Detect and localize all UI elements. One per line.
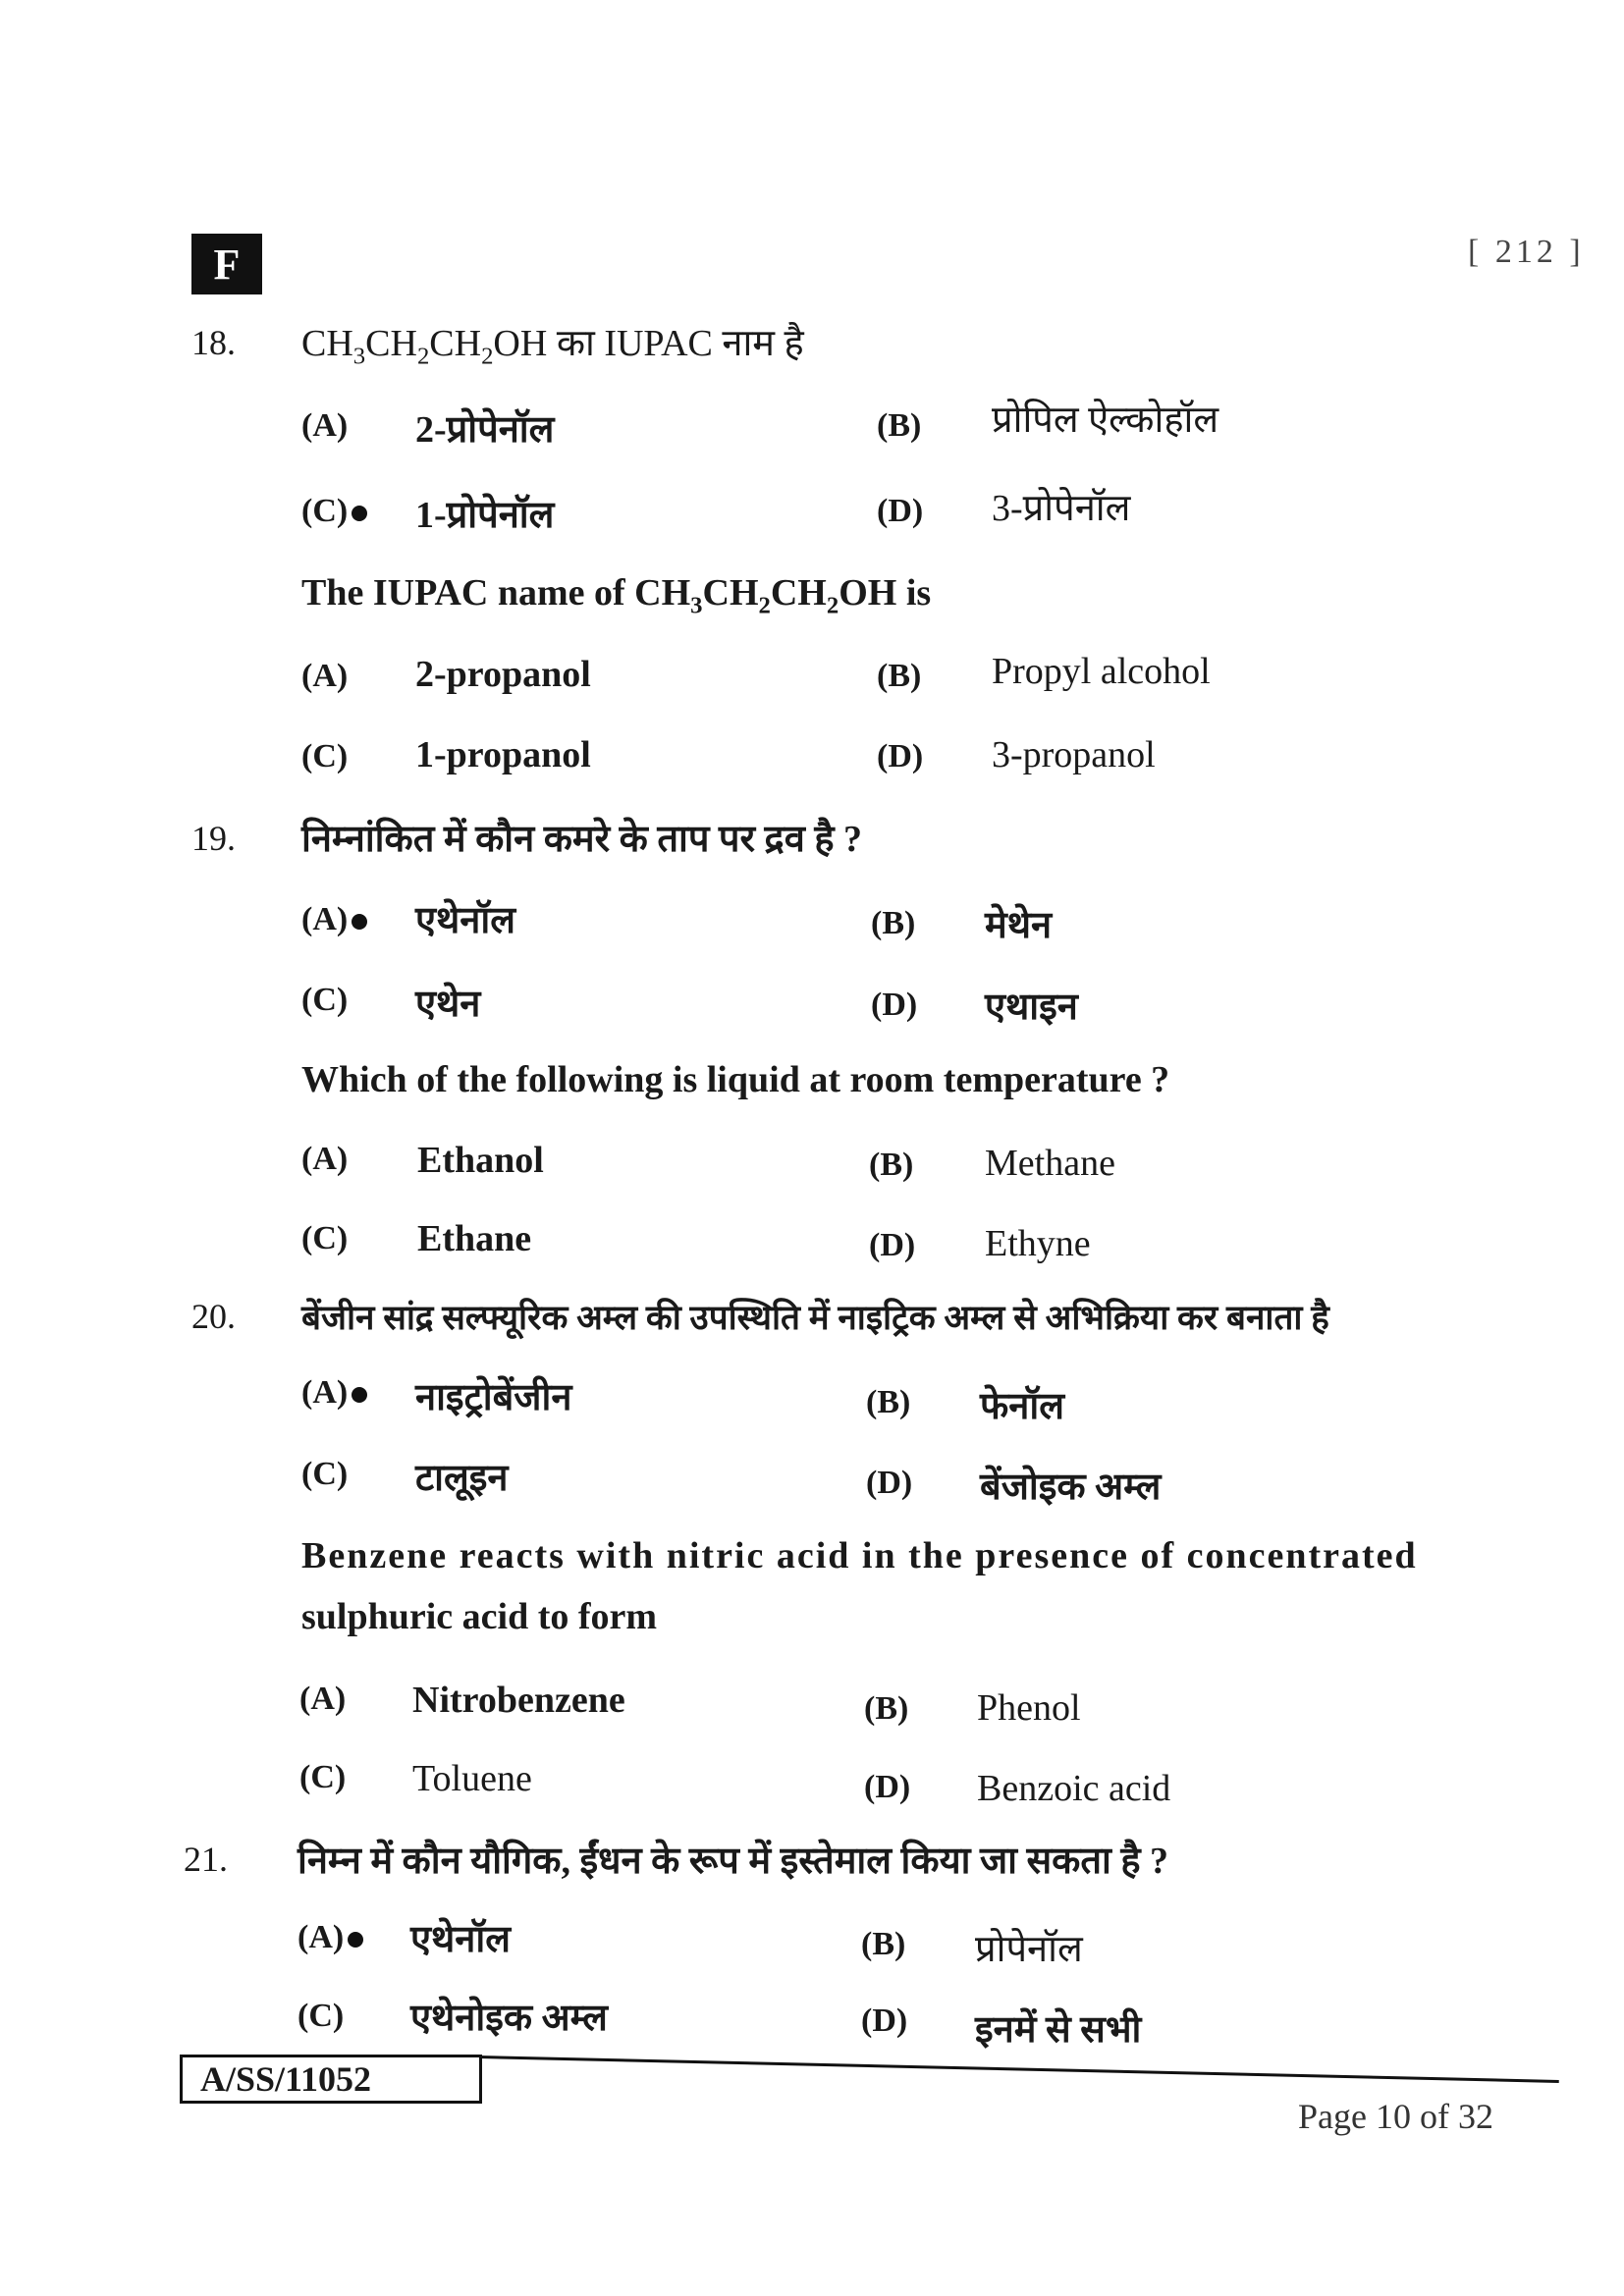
question-number: 21. <box>184 1840 228 1879</box>
option-b-english: Phenol <box>977 1687 1081 1729</box>
option-d-english: Benzoic acid <box>977 1768 1171 1809</box>
option-b-label: (B) <box>869 1147 914 1183</box>
paper-code: [ 212 ] <box>1468 234 1585 270</box>
set-badge: F <box>191 234 262 294</box>
option-d-label: (D) <box>877 493 924 529</box>
question-text-english: The IUPAC name of $CH_3CH_2CH_2OH$ is <box>301 572 932 619</box>
question-number: 19. <box>191 819 236 858</box>
option-b-hindi: प्रोपिल ऐल्कोहॉल <box>992 400 1219 441</box>
option-c-hindi: टालूइन <box>415 1458 509 1499</box>
option-b-english: Methane <box>985 1143 1115 1184</box>
option-d-hindi: इनमें से सभी <box>975 2009 1142 2051</box>
answer-mark-icon <box>352 914 367 930</box>
option-c-hindi: 1-प्रोपेनॉल <box>415 495 555 536</box>
option-a-hindi: 2-प्रोपेनॉल <box>415 409 555 451</box>
option-b-hindi: फेनॉल <box>980 1386 1064 1427</box>
option-b-label: (B) <box>877 658 922 694</box>
option-d-label: (D) <box>877 738 924 774</box>
option-a-label: (A) <box>301 1374 367 1412</box>
option-b-english: Propyl alcohol <box>992 651 1211 692</box>
option-a-english: 2-propanol <box>415 654 591 695</box>
option-c-hindi: एथेनोइक अम्ल <box>410 1998 608 2039</box>
question-text-hindi: बेंजीन सांद्र सल्फ्यूरिक अम्ल की उपस्थिति में नाइट्रिक अम्ल से अभिक्रिया कर बनाता है <box>301 1299 1329 1337</box>
option-d-label: (D) <box>869 1227 916 1263</box>
booklet-code: A/SS/11052 <box>180 2055 482 2104</box>
option-c-english: 1-propanol <box>415 734 591 775</box>
option-c-label: (C) <box>298 1998 345 2034</box>
option-a-label: (A) <box>301 901 367 938</box>
question-text-hindi: निम्नांकित में कौन कमरे के ताप पर द्रव है ? <box>301 819 863 860</box>
option-d-label: (D) <box>864 1769 911 1805</box>
option-c-label: (C) <box>301 493 367 530</box>
page-number: Page 10 of 32 <box>1298 2097 1493 2136</box>
answer-mark-icon <box>352 506 367 521</box>
question-text-english: Which of the following is liquid at room temperature ? <box>301 1059 1170 1100</box>
option-c-label: (C) <box>301 1220 349 1256</box>
option-a-hindi: नाइट्रोबेंजीन <box>415 1377 572 1418</box>
option-d-hindi: एथाइन <box>985 987 1078 1028</box>
option-a-english: Nitrobenzene <box>412 1680 625 1721</box>
option-c-label: (C) <box>299 1759 347 1795</box>
option-b-label: (B) <box>861 1926 906 1962</box>
option-a-hindi: एथेनॉल <box>410 1919 511 1960</box>
question-text-hindi: $CH_3CH_2CH_2OH$ का IUPAC नाम है <box>301 323 804 370</box>
option-a-label: (A) <box>301 1141 349 1177</box>
option-d-hindi: 3-प्रोपेनॉल <box>992 488 1131 529</box>
option-b-hindi: प्रोपेनॉल <box>975 1929 1083 1970</box>
option-a-hindi: एथेनॉल <box>415 900 515 941</box>
footer-divider <box>479 2056 1559 2083</box>
option-a-label: (A) <box>301 407 349 444</box>
question-text-hindi: निम्न में कौन यौगिक, ईंधन के रूप में इस्तेमाल किया जा सकता है ? <box>298 1841 1169 1882</box>
option-d-label: (D) <box>871 987 918 1023</box>
question-text-english-line2: sulphuric acid to form <box>301 1596 658 1637</box>
option-a-label: (A) <box>299 1681 347 1717</box>
option-d-label: (D) <box>861 2002 908 2039</box>
answer-mark-icon <box>352 1387 367 1403</box>
option-b-label: (B) <box>866 1384 911 1420</box>
option-b-hindi: मेथेन <box>985 905 1053 946</box>
question-text-english-line1: Benzene reacts with nitric acid in the presence of concentrated <box>301 1535 1418 1576</box>
answer-mark-icon <box>348 1932 363 1948</box>
option-c-label: (C) <box>301 1456 349 1492</box>
option-c-label: (C) <box>301 982 349 1018</box>
option-c-hindi: एथेन <box>415 984 481 1025</box>
option-d-hindi: बेंजोइक अम्ल <box>980 1467 1162 1508</box>
option-d-label: (D) <box>866 1465 913 1501</box>
option-a-label: (A) <box>298 1919 363 1956</box>
option-d-english: 3-propanol <box>992 734 1156 775</box>
option-b-label: (B) <box>864 1690 909 1727</box>
option-d-english: Ethyne <box>985 1223 1091 1264</box>
option-c-english: Toluene <box>412 1758 532 1799</box>
option-a-label: (A) <box>301 658 349 694</box>
question-number: 20. <box>191 1297 236 1336</box>
option-c-label: (C) <box>301 738 349 774</box>
option-a-english: Ethanol <box>417 1140 544 1181</box>
option-b-label: (B) <box>877 407 922 444</box>
option-c-english: Ethane <box>417 1218 532 1259</box>
question-number: 18. <box>191 323 236 362</box>
option-b-label: (B) <box>871 905 916 941</box>
